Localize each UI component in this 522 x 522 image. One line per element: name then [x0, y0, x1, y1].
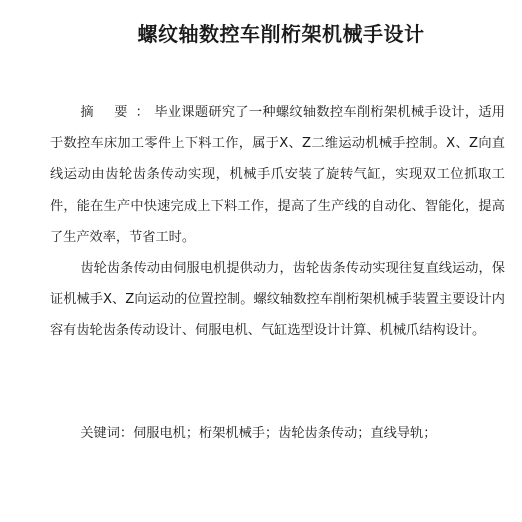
- abstract-paragraph-2: 齿轮齿条传动由伺服电机提供动力，齿轮齿条传动实现往复直线运动，保证机械手X、Z向运动的位置控制。螺纹轴数控车削桁架机械手装置主要设计内容有齿轮齿条传动设计、伺服电机、气缸选型设计计算、机械爪结构设计。: [50, 261, 505, 339]
- keywords-label: 关键词：: [80, 426, 134, 441]
- keywords-text: 伺服电机；桁架机械手；齿轮齿条传动；直线导轨；: [133, 426, 437, 441]
- keywords-line: [50, 418, 505, 449]
- abstract-label: 摘 要：: [80, 105, 158, 120]
- abstract-paragraph-1: [50, 97, 505, 253]
- abstract-section: [50, 97, 505, 347]
- document-title: 螺纹轴数控车削桁架机械手设计: [137, 22, 425, 46]
- abstract-text-1: 毕业课题研究了一种螺纹轴数控车削桁架机械手设计，适用于数控车床加工零件上下料工作，属于X、Z二维运动机械手控制。X、Z向直线运动由齿轮齿条传动实现，机械手爪安装了旋转气缸，实现双工位抓取工件，能在生产中快速完成上下料工作，提高了生产线的自动化、智能化，提高了生产效率，节省工时。: [50, 105, 505, 245]
